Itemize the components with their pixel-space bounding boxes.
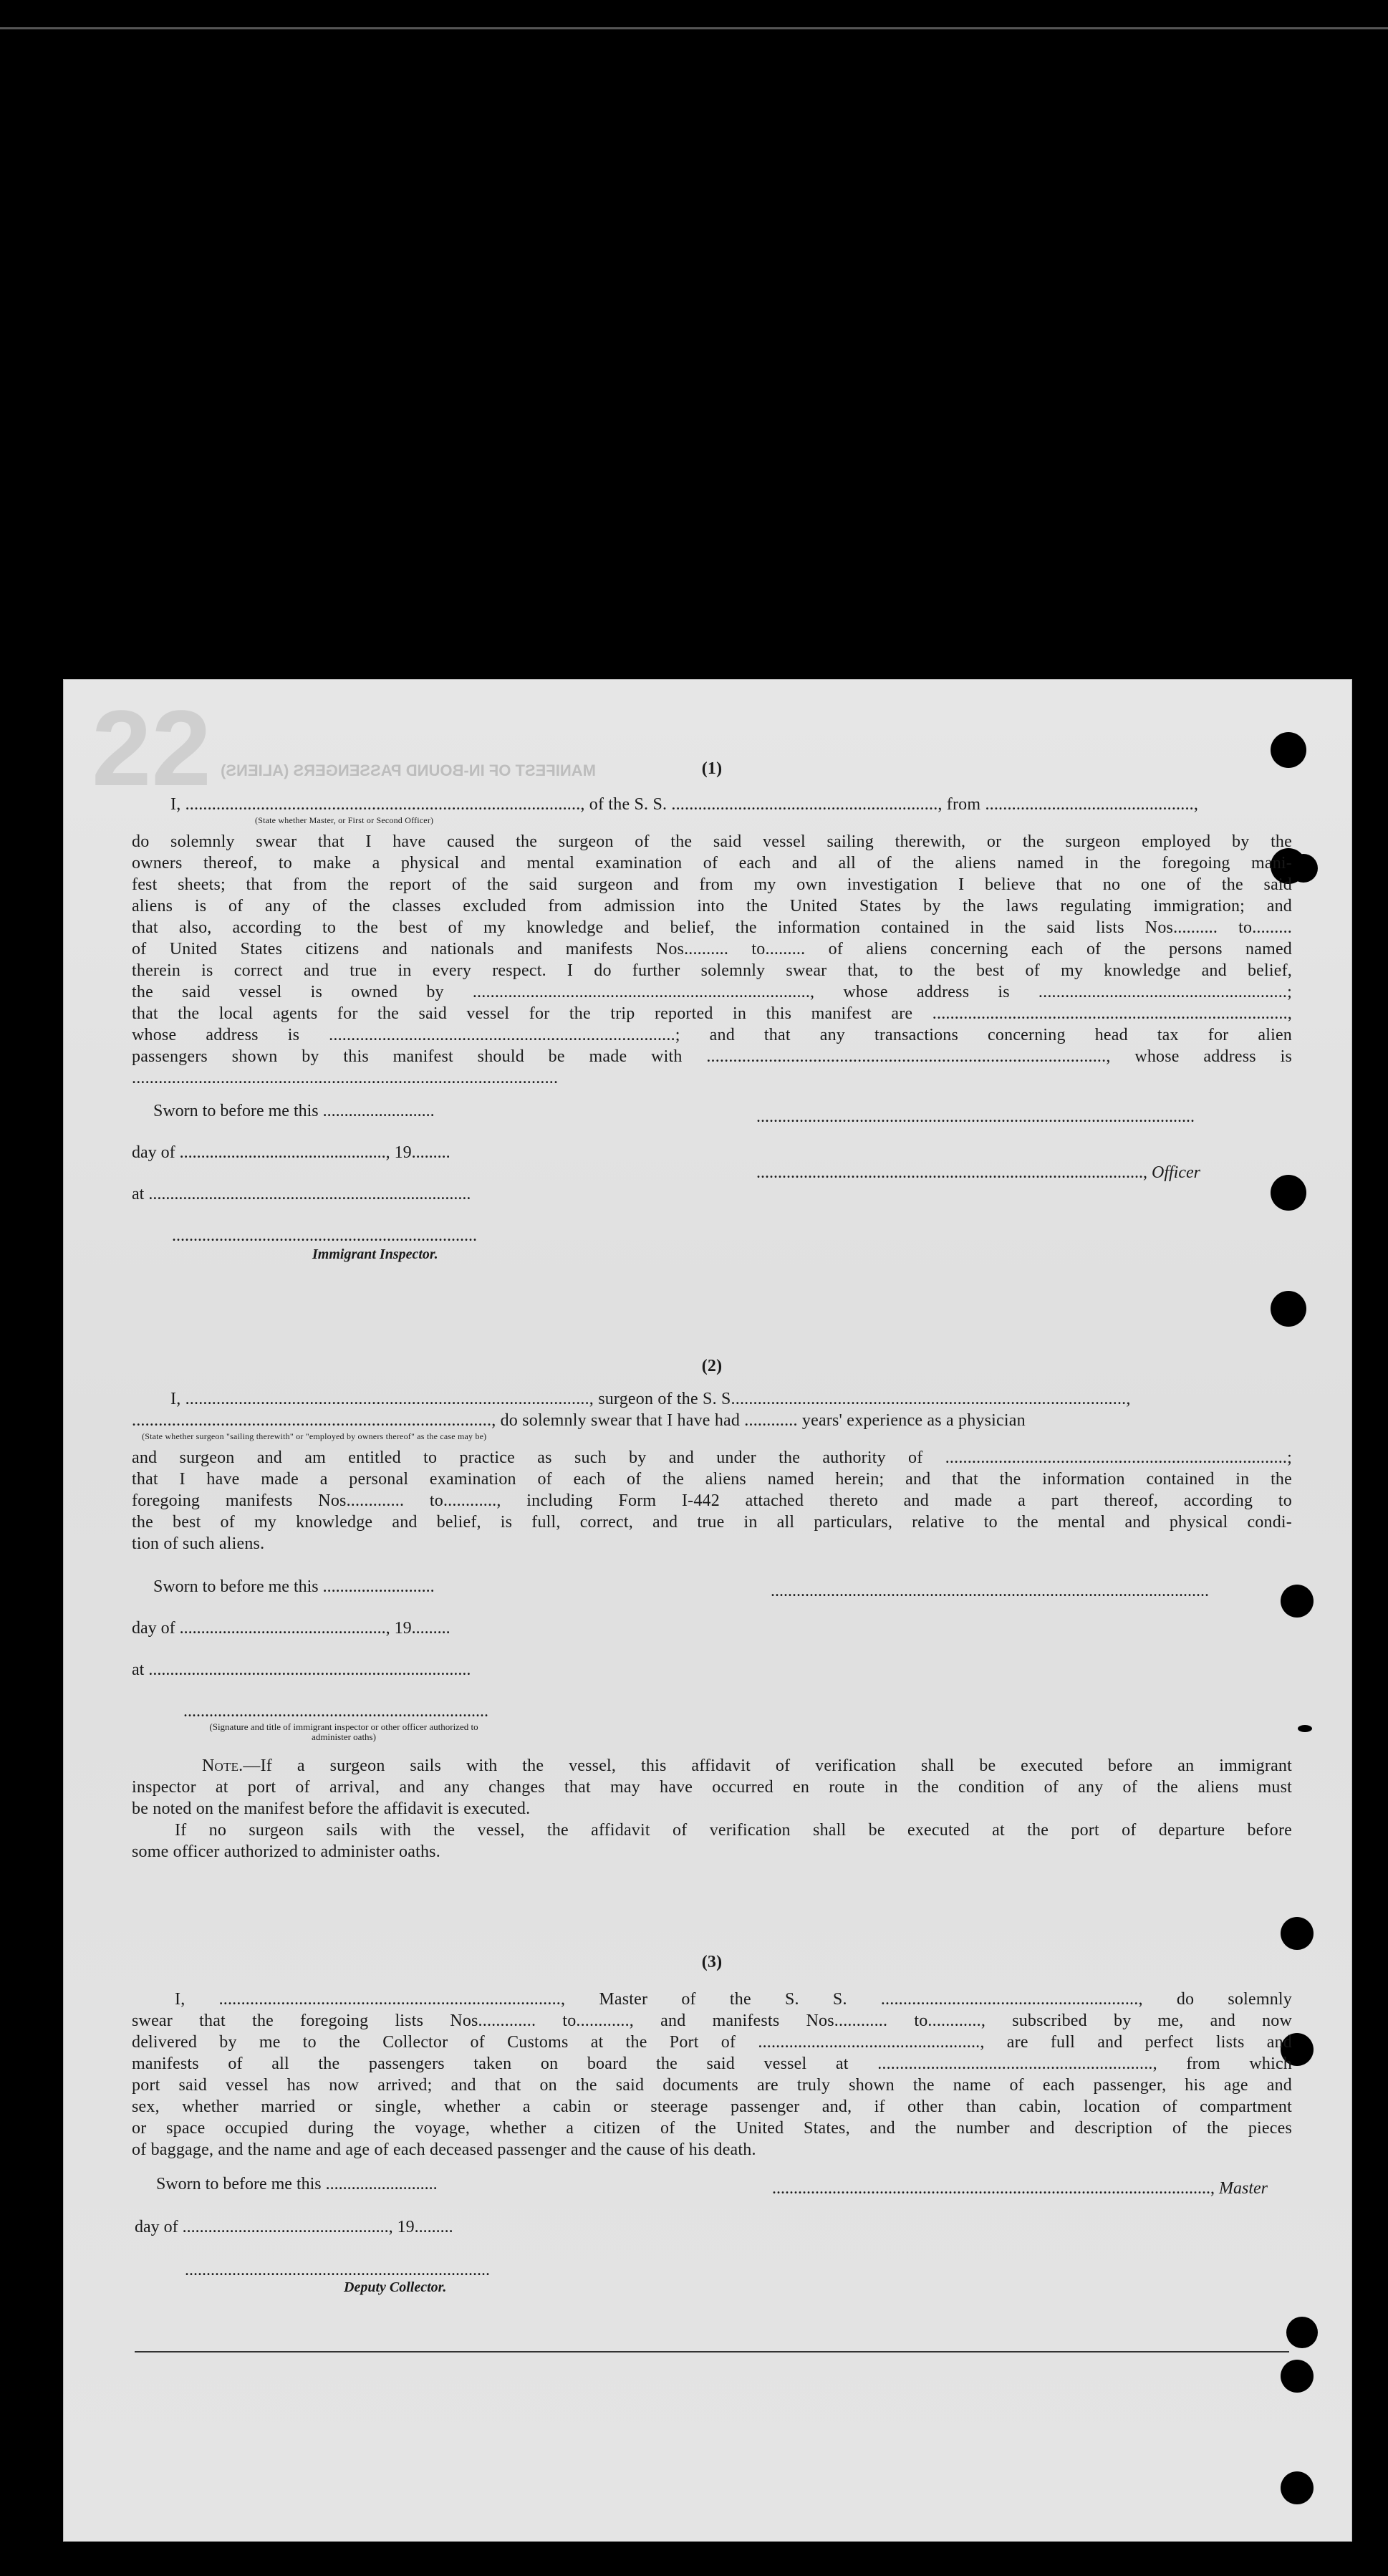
punch-hole <box>1281 2360 1314 2393</box>
officer-label: Officer <box>1152 1163 1200 1182</box>
punch-hole <box>1281 1917 1314 1950</box>
section-2-second-line: ................................................................................., do solemnly swear that I have had ............ years' experience as a physician <box>132 1411 1026 1430</box>
section-1-officer-line-2 <box>756 1163 1200 1183</box>
section-2-note <box>132 1755 1292 1863</box>
body-line: fest sheets; that from the report of the said surgeon and from my own investigation I believe that no one of the said <box>132 875 1292 894</box>
body-line: swear that the foregoing lists Nos............. to............, and manifests Nos............ to............, subscribed by me, and now <box>132 2012 1292 2030</box>
bleed-through-numeral: 22 <box>92 688 211 808</box>
manifest-page <box>63 679 1352 2542</box>
body-line: delivered by me to the Collector of Customs at the Port of .................................................., are full and perfect lists and <box>132 2033 1292 2052</box>
section-1-opening-line: I, ........................................................................................., of the S. S. ............................................................, from ..............................................., <box>170 795 1199 814</box>
master-label: Master <box>1219 2179 1268 2198</box>
section-2-number: (2) <box>701 1357 723 1375</box>
body-line: that I have made a personal examination of each of the aliens named herein; and that the information contained in the <box>132 1470 1292 1489</box>
punch-hole <box>1271 1175 1306 1211</box>
section-1-inspector-signature-line: ....................................................................... <box>172 1226 477 1245</box>
section-2-opening-line: I, ..........................................................................................., surgeon of the S. S........................................................................................., <box>170 1390 1131 1408</box>
body-line: I, ............................................................................., Master of the S. S. .........................................................., do solemnly <box>175 1990 1292 2009</box>
body-line: that the local agents for the said vessel for the trip reported in this manifest are ................................................................................, <box>132 1004 1292 1023</box>
top-border-line <box>0 27 1388 29</box>
punch-hole <box>1289 854 1318 883</box>
section-2-surgeon-signature-line: ...................................................................................................... <box>771 1582 1209 1600</box>
note-2-line-last: some officer authorized to administer oaths. <box>132 1842 440 1861</box>
body-line: the best of my knowledge and belief, is full, correct, and true in all particulars, relative to the mental and physical condi- <box>132 1513 1292 1532</box>
section-2-surgeon-note: (State whether surgeon "sailing therewith" or "employed by owners thereof" as the case may be) <box>142 1431 487 1441</box>
punch-hole <box>1286 2317 1318 2348</box>
body-line: owners thereof, to make a physical and mental examination of each and all of the aliens named in the foregoing mani- <box>132 854 1292 873</box>
body-line-last: ................................................................................................ <box>132 1069 559 1087</box>
section-1-day-line: day of ................................................, 19......... <box>132 1143 450 1162</box>
section-1-officer-line-1: ...................................................................................................... <box>756 1107 1195 1126</box>
body-line: and surgeon and am entitled to practice as such by and under the authority of .............................................................................; <box>132 1448 1292 1467</box>
master-signature-dots: ......................................................................................................, <box>772 2179 1219 2198</box>
section-1-inspector-label: Immigrant Inspector. <box>312 1246 438 1262</box>
section-3-day-line: day of ................................................, 19......... <box>135 2218 453 2236</box>
section-2-inspector-signature-line: ....................................................................... <box>183 1702 488 1721</box>
body-line: of United States citizens and nationals and manifests Nos.......... to......... of aliens concerning each of the persons named <box>132 940 1292 958</box>
section-2-sworn-line: Sworn to before me this .......................... <box>153 1577 435 1596</box>
note-first-line <box>132 1755 1292 1777</box>
section-1-body <box>132 831 1292 1089</box>
section-3-sworn-line: Sworn to before me this .......................... <box>156 2175 438 2193</box>
section-1-at-line: at ........................................................................... <box>132 1185 471 1203</box>
punch-hole <box>1271 1291 1306 1327</box>
bleed-through-header: MANIFEST OF IN-BOUND PASSENGERS (ALIENS) <box>221 761 596 779</box>
body-line: manifests of all the passengers taken on board the said vessel at .............................................................., from which <box>132 2054 1292 2073</box>
body-line: therein is correct and true in every respect. I do further solemnly swear that, to the best of my knowledge and belief, <box>132 961 1292 980</box>
section-2-day-line: day of ................................................, 19......... <box>132 1619 450 1638</box>
note-line-last: be noted on the manifest before the affidavit is executed. <box>132 1799 531 1818</box>
section-2-at-line: at ........................................................................... <box>132 1661 471 1679</box>
punch-hole <box>1281 2471 1314 2504</box>
section-3-number: (3) <box>701 1953 723 1971</box>
body-line: or space occupied during the voyage, whether a citizen of the United States, and the number and description of the pieces <box>132 2119 1292 2138</box>
body-line: passengers shown by this manifest should be made with .........................................................................................., whose address is <box>132 1047 1292 1066</box>
note-line: inspector at port of arrival, and any changes that may have occurred en route in the condition of any of the aliens must <box>132 1778 1292 1797</box>
section-3-master-signature-line <box>772 2179 1268 2198</box>
body-line: do solemnly swear that I have caused the surgeon of the said vessel sailing therewith, or the surgeon employed by the <box>132 832 1292 851</box>
section-3-deputy-signature-line: ....................................................................... <box>185 2261 490 2279</box>
body-line: the said vessel is owned by ............................................................................, whose address is ........................................................; <box>132 983 1292 1001</box>
body-line: that also, according to the best of my knowledge and belief, the information contained in the said lists Nos.......... to......... <box>132 918 1292 937</box>
section-3-deputy-label: Deputy Collector. <box>344 2279 447 2295</box>
bottom-rule <box>135 2351 1289 2352</box>
body-line: foregoing manifests Nos............. to............, including Form I-442 attached thereto and made a part thereof, according to <box>132 1491 1292 1510</box>
body-line: port said vessel has now arrived; and that on the said documents are truly shown the name of each passenger, his age and <box>132 2076 1292 2095</box>
punch-hole <box>1281 1585 1314 1618</box>
body-line: whose address is ..............................................................................; and that any transactions concerning head tax for alien <box>132 1026 1292 1044</box>
section-2-body <box>132 1447 1292 1554</box>
note-2-line: If no surgeon sails with the vessel, the affidavit of verification shall be executed at the port of departure before <box>175 1821 1292 1840</box>
section-2-inspector-note: (Signature and title of immigrant inspector or other officer authorized to administer oaths) <box>209 1721 478 1742</box>
note-text: —If a surgeon sails with the vessel, this affidavit of verification shall be executed before an immigrant <box>243 1756 1292 1775</box>
section-3-body <box>132 1989 1292 2161</box>
section-1-officer-note: (State whether Master, or First or Second Officer) <box>255 815 434 825</box>
section-1-sworn-line: Sworn to before me this .......................... <box>153 1102 435 1120</box>
body-line-last: of baggage, and the name and age of each deceased passenger and the cause of his death. <box>132 2140 756 2159</box>
body-line: sex, whether married or single, whether a cabin or steerage passenger and, if other than cabin, location of compartment <box>132 2097 1292 2116</box>
body-line: aliens is of any of the classes excluded from admission into the United States by the laws regulating immigration; and <box>132 897 1292 915</box>
section-1-number: (1) <box>701 759 723 778</box>
officer-signature-dots: .........................................................................................., <box>756 1163 1152 1182</box>
body-line-last: tion of such aliens. <box>132 1534 265 1553</box>
note-label: Note. <box>202 1756 244 1775</box>
punch-hole <box>1298 1725 1312 1732</box>
